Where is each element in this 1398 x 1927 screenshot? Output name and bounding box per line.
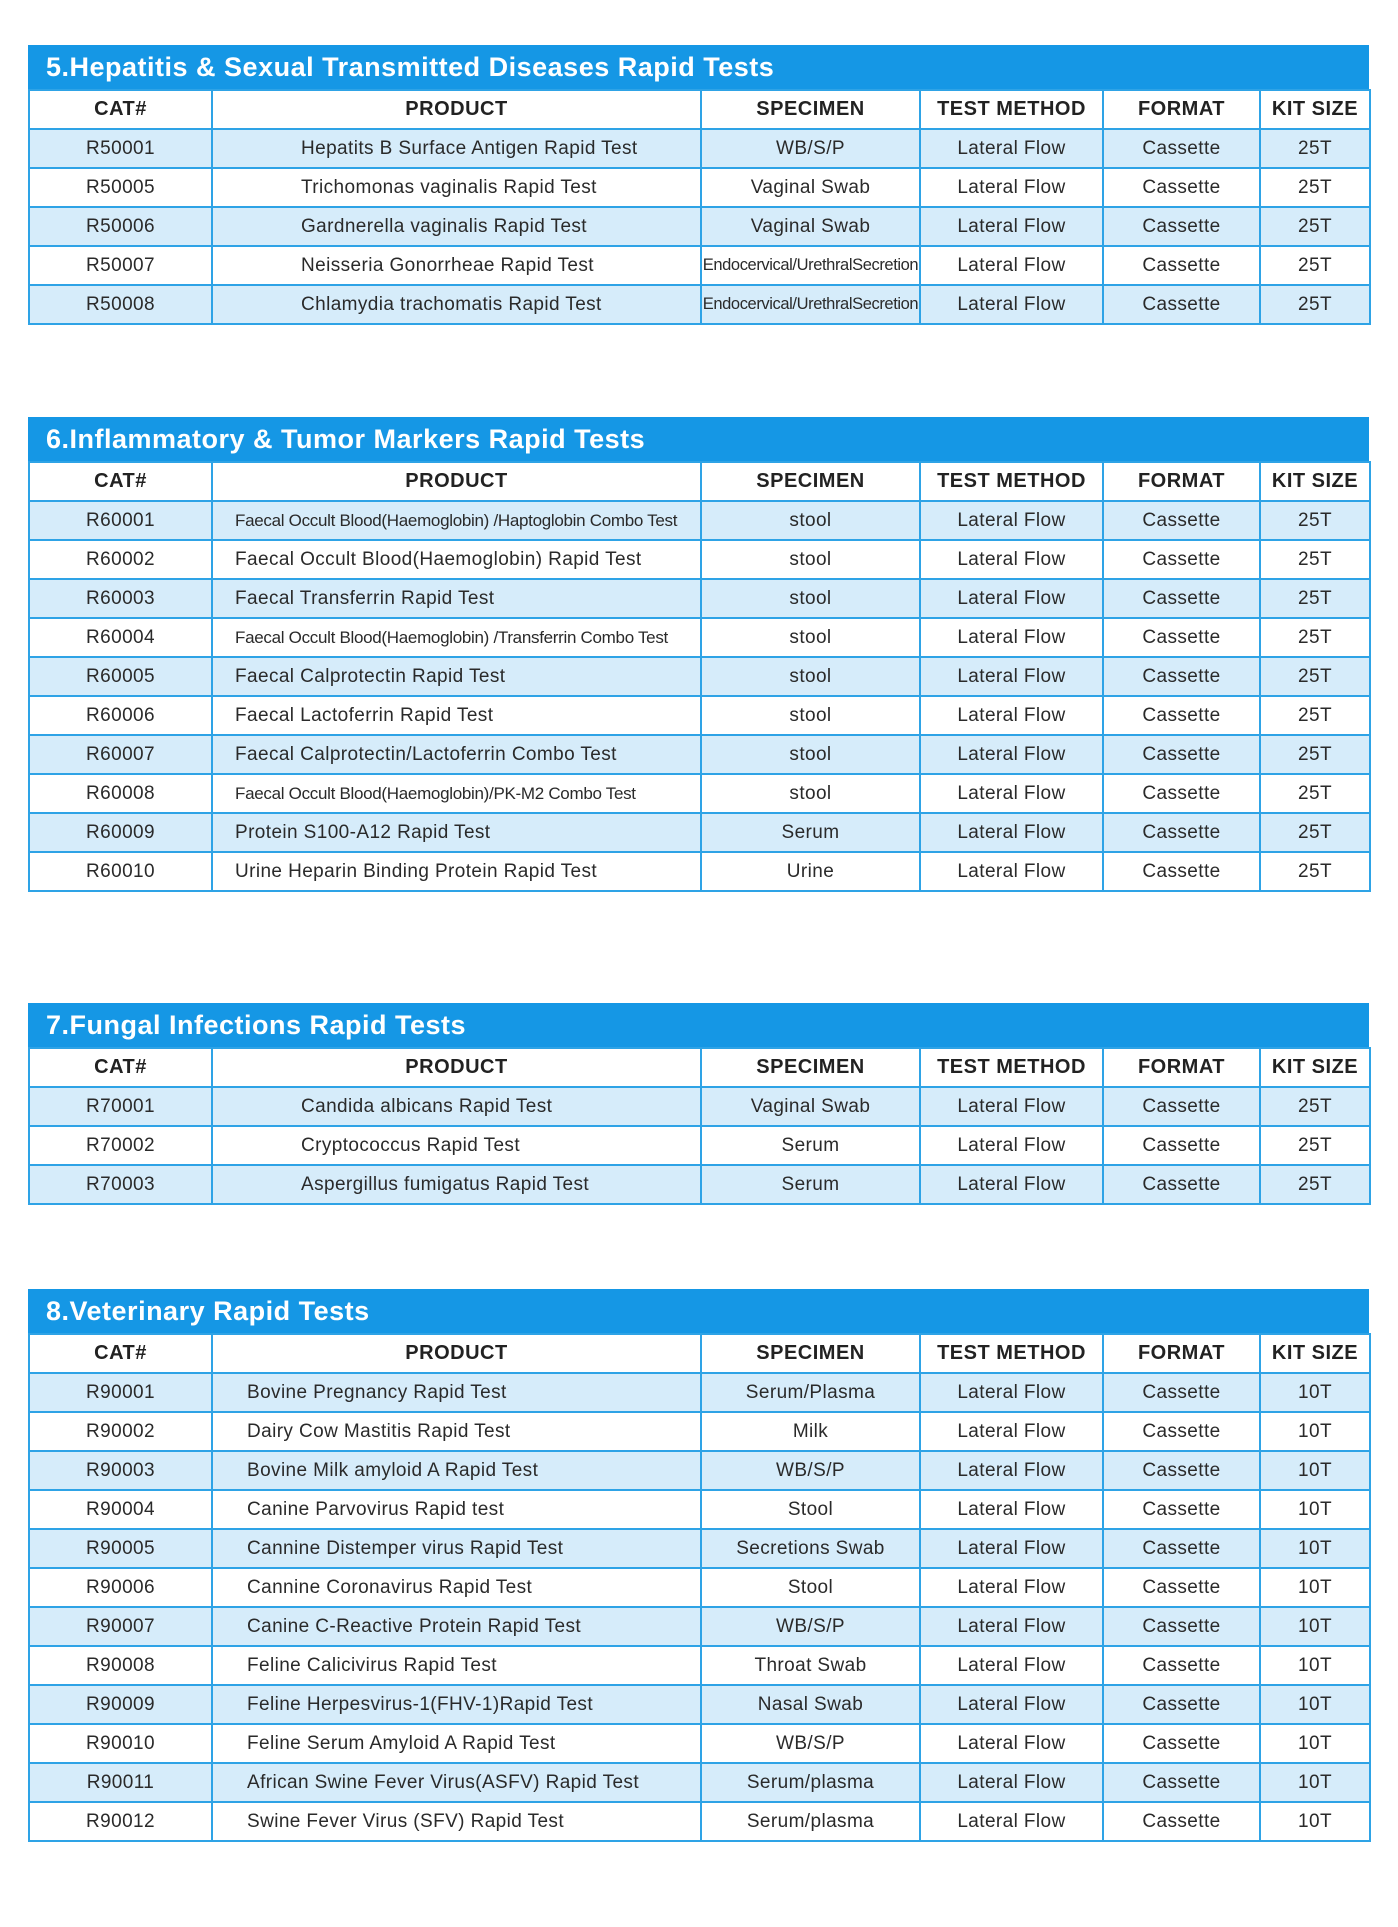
product-cell: Gardnerella vaginalis Rapid Test xyxy=(212,207,701,246)
table-header-row xyxy=(29,462,1370,501)
kit-size-cell: 10T xyxy=(1260,1685,1370,1724)
format-cell: Cassette xyxy=(1103,852,1260,891)
table-row xyxy=(29,540,1370,579)
test-method-cell: Lateral Flow xyxy=(920,1568,1103,1607)
test-method-cell: Lateral Flow xyxy=(920,1165,1103,1204)
kit-size-cell: 10T xyxy=(1260,1568,1370,1607)
cat-number-cell: R60002 xyxy=(29,540,212,579)
cat-number-cell: R90012 xyxy=(29,1802,212,1841)
product-cell: Dairy Cow Mastitis Rapid Test xyxy=(212,1412,701,1451)
test-method-cell: Lateral Flow xyxy=(920,735,1103,774)
section-inflammatory-tumor xyxy=(28,417,1369,892)
cat-number-cell: R60007 xyxy=(29,735,212,774)
product-cell: Faecal Lactoferrin Rapid Test xyxy=(212,696,701,735)
specimen-cell: Serum xyxy=(701,1126,920,1165)
product-cell: Aspergillus fumigatus Rapid Test xyxy=(212,1165,701,1204)
cat-number-cell: R90002 xyxy=(29,1412,212,1451)
product-cell: Protein S100-A12 Rapid Test xyxy=(212,813,701,852)
table-row xyxy=(29,1607,1370,1646)
specimen-cell: stool xyxy=(701,579,920,618)
specimen-cell: WB/S/P xyxy=(701,1451,920,1490)
product-cell: Faecal Occult Blood(Haemoglobin) Rapid Test xyxy=(212,540,701,579)
specimen-cell: WB/S/P xyxy=(701,1607,920,1646)
table-row xyxy=(29,618,1370,657)
cat-number-cell: R60001 xyxy=(29,501,212,540)
format-cell: Cassette xyxy=(1103,696,1260,735)
format-cell: Cassette xyxy=(1103,774,1260,813)
format-cell: Cassette xyxy=(1103,579,1260,618)
cat-number-cell: R90009 xyxy=(29,1685,212,1724)
cat-number-cell: R70002 xyxy=(29,1126,212,1165)
header-cat: CAT# xyxy=(29,90,212,129)
kit-size-cell: 10T xyxy=(1260,1763,1370,1802)
kit-size-cell: 10T xyxy=(1260,1412,1370,1451)
test-method-cell: Lateral Flow xyxy=(920,1607,1103,1646)
product-table xyxy=(28,89,1371,325)
cat-number-cell: R60005 xyxy=(29,657,212,696)
table-row xyxy=(29,129,1370,168)
format-cell: Cassette xyxy=(1103,285,1260,324)
product-cell: Chlamydia trachomatis Rapid Test xyxy=(212,285,701,324)
format-cell: Cassette xyxy=(1103,1490,1260,1529)
kit-size-cell: 25T xyxy=(1260,813,1370,852)
test-method-cell: Lateral Flow xyxy=(920,696,1103,735)
specimen-cell: Secretions Swab xyxy=(701,1529,920,1568)
product-cell: Faecal Calprotectin/Lactoferrin Combo Test xyxy=(212,735,701,774)
cat-number-cell: R90004 xyxy=(29,1490,212,1529)
cat-number-cell: R50007 xyxy=(29,246,212,285)
cat-number-cell: R60004 xyxy=(29,618,212,657)
table-row xyxy=(29,657,1370,696)
kit-size-cell: 10T xyxy=(1260,1373,1370,1412)
specimen-cell: stool xyxy=(701,618,920,657)
header-test-method: TEST METHOD xyxy=(920,1334,1103,1373)
header-specimen: SPECIMEN xyxy=(701,90,920,129)
kit-size-cell: 25T xyxy=(1260,168,1370,207)
table-row xyxy=(29,1724,1370,1763)
test-method-cell: Lateral Flow xyxy=(920,1685,1103,1724)
product-cell: Faecal Transferrin Rapid Test xyxy=(212,579,701,618)
kit-size-cell: 25T xyxy=(1260,1087,1370,1126)
kit-size-cell: 10T xyxy=(1260,1490,1370,1529)
test-method-cell: Lateral Flow xyxy=(920,1802,1103,1841)
header-product: PRODUCT xyxy=(212,1048,701,1087)
kit-size-cell: 25T xyxy=(1260,207,1370,246)
kit-size-cell: 25T xyxy=(1260,246,1370,285)
table-row xyxy=(29,1126,1370,1165)
table-row xyxy=(29,1685,1370,1724)
test-method-cell: Lateral Flow xyxy=(920,579,1103,618)
format-cell: Cassette xyxy=(1103,1685,1260,1724)
header-kit-size: KIT SIZE xyxy=(1260,90,1370,129)
product-cell: Cannine Distemper virus Rapid Test xyxy=(212,1529,701,1568)
header-kit-size: KIT SIZE xyxy=(1260,1048,1370,1087)
format-cell: Cassette xyxy=(1103,540,1260,579)
kit-size-cell: 25T xyxy=(1260,285,1370,324)
cat-number-cell: R90001 xyxy=(29,1373,212,1412)
kit-size-cell: 25T xyxy=(1260,579,1370,618)
test-method-cell: Lateral Flow xyxy=(920,1451,1103,1490)
specimen-cell: Endocervical/UrethralSecretion xyxy=(701,285,920,324)
header-specimen: SPECIMEN xyxy=(701,1334,920,1373)
header-kit-size: KIT SIZE xyxy=(1260,462,1370,501)
cat-number-cell: R90007 xyxy=(29,1607,212,1646)
specimen-cell: Stool xyxy=(701,1568,920,1607)
specimen-cell: Serum xyxy=(701,813,920,852)
cat-number-cell: R90011 xyxy=(29,1763,212,1802)
product-cell: Feline Herpesvirus-1(FHV-1)Rapid Test xyxy=(212,1685,701,1724)
kit-size-cell: 10T xyxy=(1260,1724,1370,1763)
test-method-cell: Lateral Flow xyxy=(920,1724,1103,1763)
product-cell: Swine Fever Virus (SFV) Rapid Test xyxy=(212,1802,701,1841)
test-method-cell: Lateral Flow xyxy=(920,1529,1103,1568)
product-cell: Faecal Calprotectin Rapid Test xyxy=(212,657,701,696)
kit-size-cell: 25T xyxy=(1260,696,1370,735)
format-cell: Cassette xyxy=(1103,1373,1260,1412)
specimen-cell: Vaginal Swab xyxy=(701,1087,920,1126)
cat-number-cell: R50008 xyxy=(29,285,212,324)
section-fungal xyxy=(28,1003,1369,1205)
format-cell: Cassette xyxy=(1103,129,1260,168)
test-method-cell: Lateral Flow xyxy=(920,246,1103,285)
product-cell: Cannine Coronavirus Rapid Test xyxy=(212,1568,701,1607)
test-method-cell: Lateral Flow xyxy=(920,1763,1103,1802)
product-table xyxy=(28,461,1371,892)
table-row xyxy=(29,285,1370,324)
kit-size-cell: 25T xyxy=(1260,852,1370,891)
table-row xyxy=(29,1451,1370,1490)
kit-size-cell: 25T xyxy=(1260,129,1370,168)
header-format: FORMAT xyxy=(1103,1334,1260,1373)
table-row xyxy=(29,852,1370,891)
table-row xyxy=(29,1568,1370,1607)
kit-size-cell: 25T xyxy=(1260,657,1370,696)
test-method-cell: Lateral Flow xyxy=(920,852,1103,891)
test-method-cell: Lateral Flow xyxy=(920,1412,1103,1451)
test-method-cell: Lateral Flow xyxy=(920,1087,1103,1126)
table-row xyxy=(29,579,1370,618)
specimen-cell: stool xyxy=(701,735,920,774)
header-kit-size: KIT SIZE xyxy=(1260,1334,1370,1373)
section-title: 8.Veterinary Rapid Tests xyxy=(28,1289,1369,1333)
table-row xyxy=(29,1373,1370,1412)
specimen-cell: stool xyxy=(701,774,920,813)
specimen-cell: stool xyxy=(701,657,920,696)
test-method-cell: Lateral Flow xyxy=(920,1646,1103,1685)
product-cell: Urine Heparin Binding Protein Rapid Test xyxy=(212,852,701,891)
format-cell: Cassette xyxy=(1103,1412,1260,1451)
header-format: FORMAT xyxy=(1103,462,1260,501)
table-row xyxy=(29,1087,1370,1126)
kit-size-cell: 25T xyxy=(1260,618,1370,657)
specimen-cell: Vaginal Swab xyxy=(701,207,920,246)
specimen-cell: Milk xyxy=(701,1412,920,1451)
specimen-cell: stool xyxy=(701,696,920,735)
specimen-cell: stool xyxy=(701,540,920,579)
table-row xyxy=(29,1412,1370,1451)
header-cat: CAT# xyxy=(29,462,212,501)
kit-size-cell: 25T xyxy=(1260,1165,1370,1204)
format-cell: Cassette xyxy=(1103,207,1260,246)
cat-number-cell: R60008 xyxy=(29,774,212,813)
table-row xyxy=(29,774,1370,813)
table-row xyxy=(29,1529,1370,1568)
table-row xyxy=(29,735,1370,774)
kit-size-cell: 10T xyxy=(1260,1529,1370,1568)
format-cell: Cassette xyxy=(1103,657,1260,696)
table-row xyxy=(29,246,1370,285)
header-format: FORMAT xyxy=(1103,90,1260,129)
section-title: 7.Fungal Infections Rapid Tests xyxy=(28,1003,1369,1047)
product-table xyxy=(28,1047,1371,1205)
specimen-cell: Stool xyxy=(701,1490,920,1529)
specimen-cell: Vaginal Swab xyxy=(701,168,920,207)
specimen-cell: Urine xyxy=(701,852,920,891)
kit-size-cell: 10T xyxy=(1260,1802,1370,1841)
specimen-cell: Nasal Swab xyxy=(701,1685,920,1724)
kit-size-cell: 10T xyxy=(1260,1646,1370,1685)
product-cell: Bovine Pregnancy Rapid Test xyxy=(212,1373,701,1412)
table-row xyxy=(29,501,1370,540)
product-cell: Faecal Occult Blood(Haemoglobin) /Haptoglobin Combo Test xyxy=(212,501,701,540)
cat-number-cell: R90008 xyxy=(29,1646,212,1685)
test-method-cell: Lateral Flow xyxy=(920,774,1103,813)
header-test-method: TEST METHOD xyxy=(920,1048,1103,1087)
product-cell: Candida albicans Rapid Test xyxy=(212,1087,701,1126)
section-veterinary xyxy=(28,1289,1369,1842)
format-cell: Cassette xyxy=(1103,735,1260,774)
product-cell: Feline Serum Amyloid A Rapid Test xyxy=(212,1724,701,1763)
specimen-cell: stool xyxy=(701,501,920,540)
table-header-row xyxy=(29,1334,1370,1373)
kit-size-cell: 10T xyxy=(1260,1607,1370,1646)
product-cell: Trichomonas vaginalis Rapid Test xyxy=(212,168,701,207)
table-row xyxy=(29,1646,1370,1685)
format-cell: Cassette xyxy=(1103,1724,1260,1763)
cat-number-cell: R50006 xyxy=(29,207,212,246)
product-cell: Faecal Occult Blood(Haemoglobin)/PK-M2 Combo Test xyxy=(212,774,701,813)
cat-number-cell: R90005 xyxy=(29,1529,212,1568)
specimen-cell: WB/S/P xyxy=(701,1724,920,1763)
section-hepatitis-std xyxy=(28,45,1369,325)
test-method-cell: Lateral Flow xyxy=(920,1126,1103,1165)
format-cell: Cassette xyxy=(1103,501,1260,540)
format-cell: Cassette xyxy=(1103,1802,1260,1841)
kit-size-cell: 25T xyxy=(1260,540,1370,579)
product-cell: Hepatits B Surface Antigen Rapid Test xyxy=(212,129,701,168)
specimen-cell: Serum/Plasma xyxy=(701,1373,920,1412)
table-row xyxy=(29,813,1370,852)
cat-number-cell: R50005 xyxy=(29,168,212,207)
format-cell: Cassette xyxy=(1103,1126,1260,1165)
product-cell: Bovine Milk amyloid A Rapid Test xyxy=(212,1451,701,1490)
format-cell: Cassette xyxy=(1103,1165,1260,1204)
table-header-row xyxy=(29,90,1370,129)
product-cell: Canine Parvovirus Rapid test xyxy=(212,1490,701,1529)
header-format: FORMAT xyxy=(1103,1048,1260,1087)
cat-number-cell: R90006 xyxy=(29,1568,212,1607)
test-method-cell: Lateral Flow xyxy=(920,501,1103,540)
kit-size-cell: 25T xyxy=(1260,1126,1370,1165)
cat-number-cell: R60010 xyxy=(29,852,212,891)
specimen-cell: Serum/plasma xyxy=(701,1763,920,1802)
test-method-cell: Lateral Flow xyxy=(920,207,1103,246)
format-cell: Cassette xyxy=(1103,246,1260,285)
cat-number-cell: R60006 xyxy=(29,696,212,735)
cat-number-cell: R60009 xyxy=(29,813,212,852)
format-cell: Cassette xyxy=(1103,1529,1260,1568)
table-row xyxy=(29,168,1370,207)
header-test-method: TEST METHOD xyxy=(920,90,1103,129)
table-row xyxy=(29,696,1370,735)
cat-number-cell: R70003 xyxy=(29,1165,212,1204)
table-row xyxy=(29,1490,1370,1529)
format-cell: Cassette xyxy=(1103,1087,1260,1126)
format-cell: Cassette xyxy=(1103,168,1260,207)
product-cell: Canine C-Reactive Protein Rapid Test xyxy=(212,1607,701,1646)
table-header-row xyxy=(29,1048,1370,1087)
header-cat: CAT# xyxy=(29,1048,212,1087)
product-cell: Neisseria Gonorrheae Rapid Test xyxy=(212,246,701,285)
test-method-cell: Lateral Flow xyxy=(920,657,1103,696)
cat-number-cell: R90003 xyxy=(29,1451,212,1490)
section-title: 5.Hepatitis & Sexual Transmitted Diseases Rapid Tests xyxy=(28,45,1369,89)
table-row xyxy=(29,1763,1370,1802)
test-method-cell: Lateral Flow xyxy=(920,1490,1103,1529)
test-method-cell: Lateral Flow xyxy=(920,168,1103,207)
kit-size-cell: 25T xyxy=(1260,774,1370,813)
kit-size-cell: 25T xyxy=(1260,501,1370,540)
format-cell: Cassette xyxy=(1103,813,1260,852)
specimen-cell: WB/S/P xyxy=(701,129,920,168)
format-cell: Cassette xyxy=(1103,1763,1260,1802)
specimen-cell: Throat Swab xyxy=(701,1646,920,1685)
product-cell: Feline Calicivirus Rapid Test xyxy=(212,1646,701,1685)
header-specimen: SPECIMEN xyxy=(701,1048,920,1087)
cat-number-cell: R50001 xyxy=(29,129,212,168)
test-method-cell: Lateral Flow xyxy=(920,129,1103,168)
format-cell: Cassette xyxy=(1103,618,1260,657)
format-cell: Cassette xyxy=(1103,1451,1260,1490)
cat-number-cell: R60003 xyxy=(29,579,212,618)
header-product: PRODUCT xyxy=(212,90,701,129)
specimen-cell: Serum/plasma xyxy=(701,1802,920,1841)
format-cell: Cassette xyxy=(1103,1607,1260,1646)
table-row xyxy=(29,1802,1370,1841)
table-row xyxy=(29,1165,1370,1204)
header-test-method: TEST METHOD xyxy=(920,462,1103,501)
format-cell: Cassette xyxy=(1103,1646,1260,1685)
kit-size-cell: 10T xyxy=(1260,1451,1370,1490)
test-method-cell: Lateral Flow xyxy=(920,1373,1103,1412)
kit-size-cell: 25T xyxy=(1260,735,1370,774)
specimen-cell: Serum xyxy=(701,1165,920,1204)
header-cat: CAT# xyxy=(29,1334,212,1373)
product-cell: Faecal Occult Blood(Haemoglobin) /Transferrin Combo Test xyxy=(212,618,701,657)
header-specimen: SPECIMEN xyxy=(701,462,920,501)
cat-number-cell: R90010 xyxy=(29,1724,212,1763)
product-table xyxy=(28,1333,1371,1842)
test-method-cell: Lateral Flow xyxy=(920,813,1103,852)
section-title: 6.Inflammatory & Tumor Markers Rapid Tests xyxy=(28,417,1369,461)
test-method-cell: Lateral Flow xyxy=(920,540,1103,579)
test-method-cell: Lateral Flow xyxy=(920,618,1103,657)
table-row xyxy=(29,207,1370,246)
cat-number-cell: R70001 xyxy=(29,1087,212,1126)
format-cell: Cassette xyxy=(1103,1568,1260,1607)
test-method-cell: Lateral Flow xyxy=(920,285,1103,324)
product-cell: African Swine Fever Virus(ASFV) Rapid Test xyxy=(212,1763,701,1802)
specimen-cell: Endocervical/UrethralSecretion xyxy=(701,246,920,285)
header-product: PRODUCT xyxy=(212,1334,701,1373)
header-product: PRODUCT xyxy=(212,462,701,501)
product-cell: Cryptococcus Rapid Test xyxy=(212,1126,701,1165)
